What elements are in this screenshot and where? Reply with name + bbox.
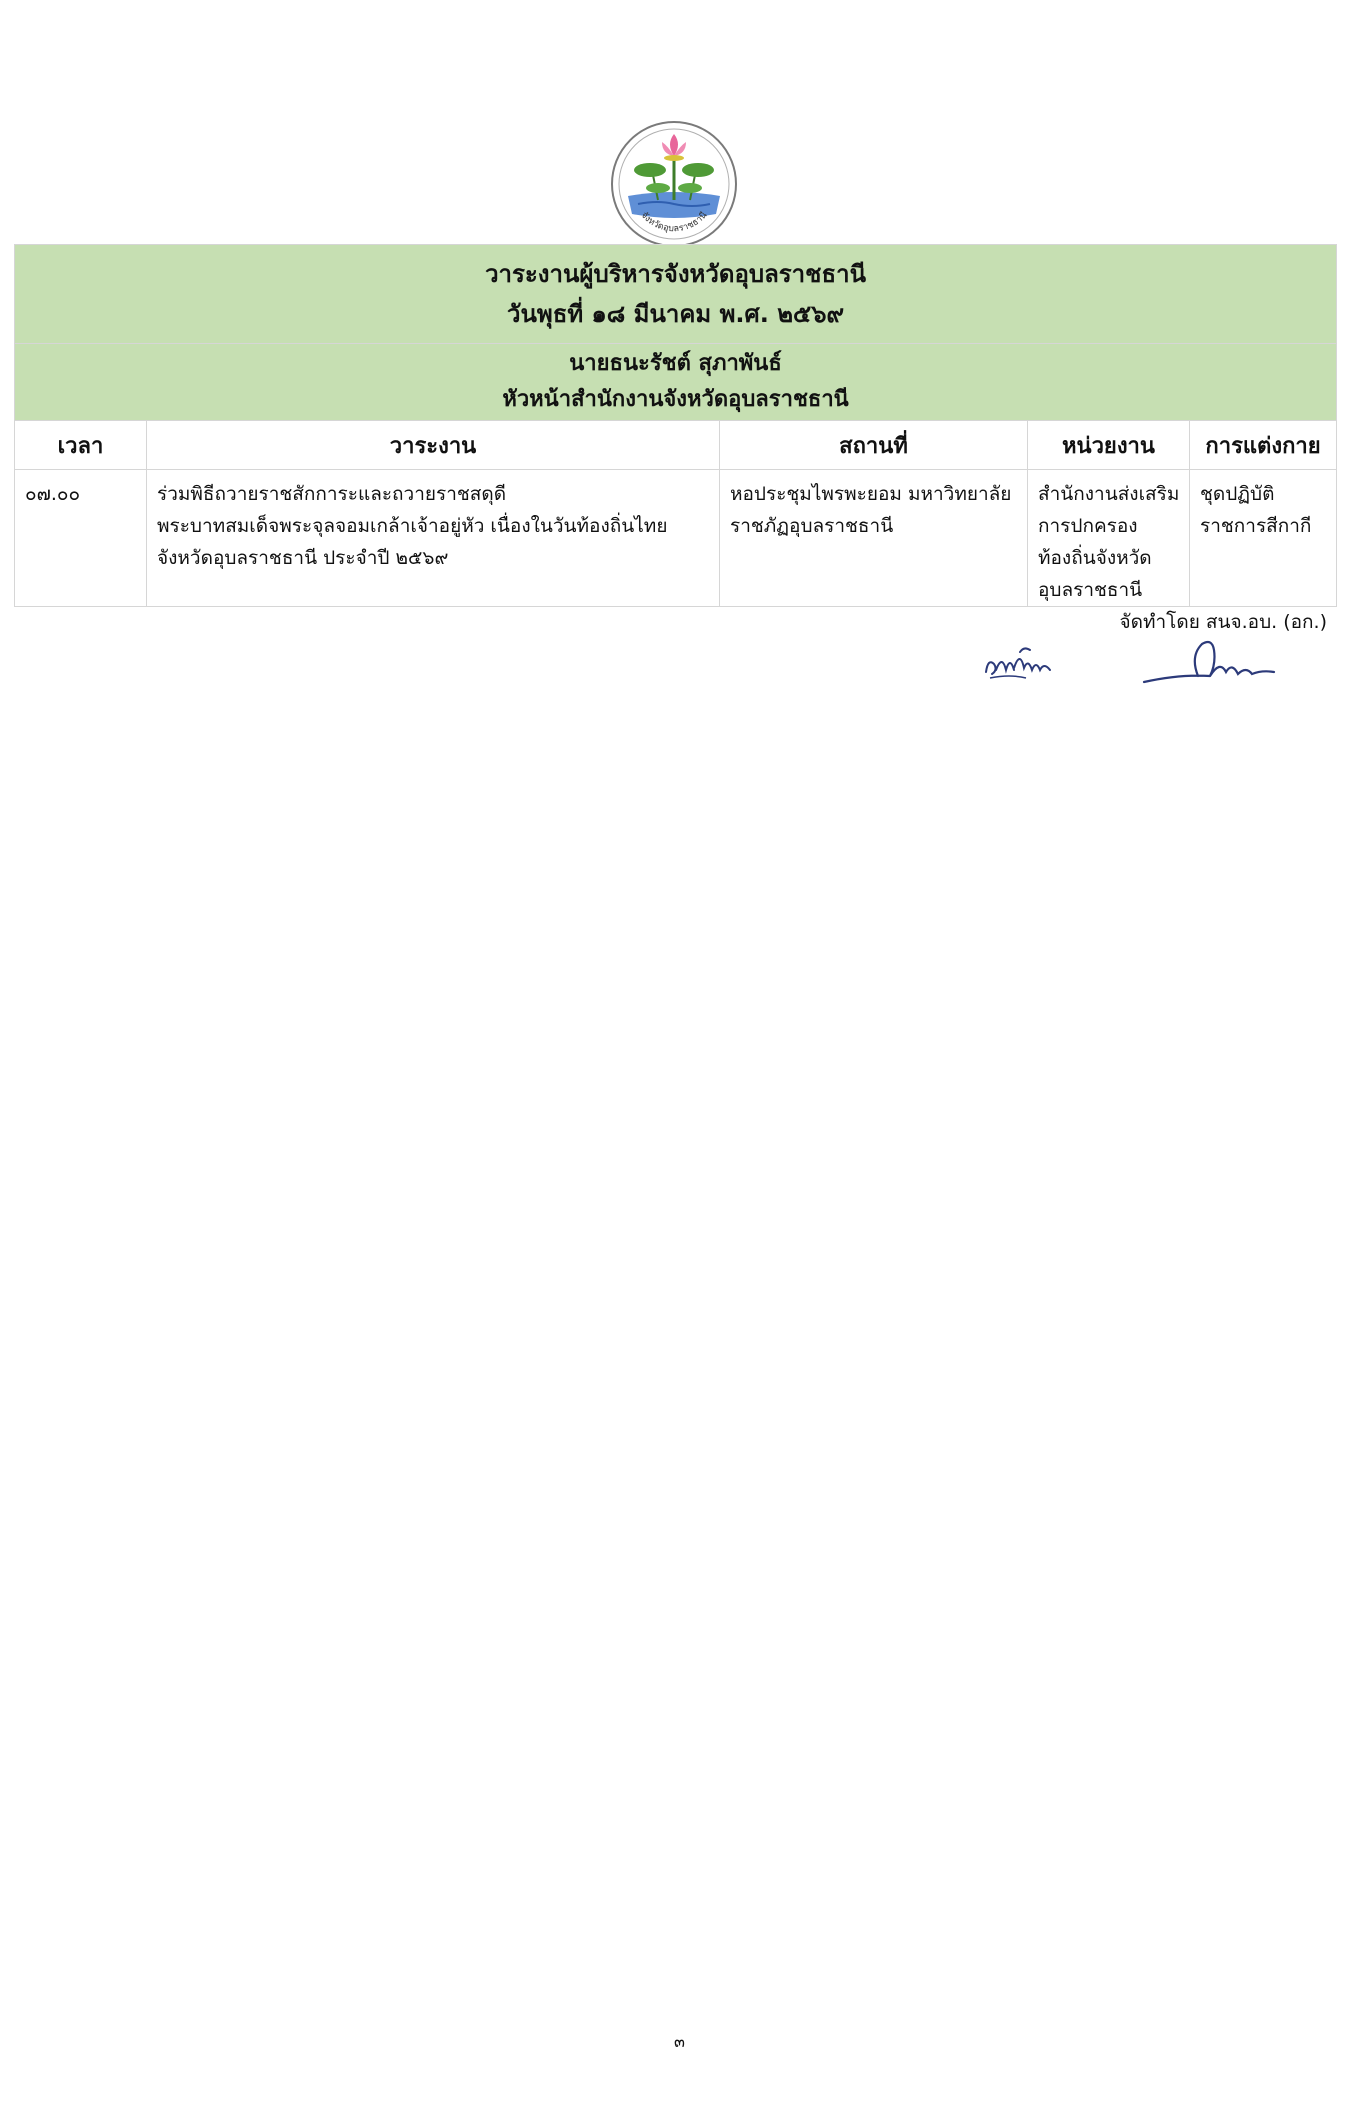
cell-time bbox=[15, 470, 147, 607]
attire-line: ชุดปฏิบัติ bbox=[1200, 483, 1275, 505]
person-name: นายธนะรัชต์ สุภาพันธ์ bbox=[569, 351, 782, 376]
cell-attire bbox=[1190, 470, 1337, 607]
person-position: หัวหน้าสำนักงานจังหวัดอุบลราชธานี bbox=[502, 387, 849, 412]
prepared-by-note: จัดทำโดย สนจ.อบ. (อก.) bbox=[1119, 611, 1327, 633]
attire-line: ราชการสีกากี bbox=[1200, 515, 1312, 537]
cell-agency bbox=[1028, 470, 1190, 607]
column-header-agency: หน่วยงาน bbox=[1028, 421, 1190, 470]
column-header-location: สถานที่ bbox=[720, 421, 1028, 470]
agenda-line: ร่วมพิธีถวายราชสักการะและถวายราชสดุดี bbox=[157, 483, 507, 505]
agency-line: สำนักงานส่งเสริม bbox=[1038, 483, 1180, 505]
column-header-row bbox=[15, 421, 1337, 470]
page-number: ๓ bbox=[674, 2032, 685, 2051]
location-line: หอประชุมไพรพะยอม มหาวิทยาลัย bbox=[730, 483, 1012, 505]
agenda-line: จังหวัดอุบลราชธานี ประจำปี ๒๕๖๙ bbox=[157, 547, 449, 569]
agenda-line: พระบาทสมเด็จพระจุลจอมเกล้าเจ้าอยู่หัว เนื่องในวันท้องถิ่นไทย bbox=[157, 515, 668, 537]
cell-location bbox=[720, 470, 1028, 607]
time-text: ๐๗.๐๐ bbox=[25, 483, 81, 505]
agency-line: อุบลราชธานี bbox=[1038, 579, 1143, 601]
seal-text: จังหวัดอุบลราชธานี bbox=[638, 210, 710, 235]
table-row bbox=[15, 470, 1337, 607]
cell-agenda bbox=[147, 470, 720, 607]
agenda-table bbox=[14, 244, 1337, 607]
agency-line: ท้องถิ่นจังหวัด bbox=[1038, 547, 1152, 569]
agenda-date: วันพุธที่ ๑๘ มีนาคม พ.ศ. ๒๕๖๙ bbox=[507, 300, 845, 328]
column-header-time: เวลา bbox=[15, 421, 147, 470]
signature-initials bbox=[980, 640, 1060, 686]
provincial-seal-icon bbox=[608, 118, 740, 250]
person-cell bbox=[15, 344, 1337, 421]
title-cell bbox=[15, 245, 1337, 344]
page-title: วาระงานผู้บริหารจังหวัดอุบลราชธานี bbox=[485, 260, 866, 288]
signature-approval bbox=[1140, 636, 1280, 688]
column-header-attire: การแต่งกาย bbox=[1190, 421, 1337, 470]
location-line: ราชภัฏอุบลราชธานี bbox=[730, 515, 894, 537]
title-row bbox=[15, 245, 1337, 344]
person-row bbox=[15, 344, 1337, 421]
agency-line: การปกครอง bbox=[1038, 515, 1138, 537]
column-header-agenda: วาระงาน bbox=[147, 421, 720, 470]
